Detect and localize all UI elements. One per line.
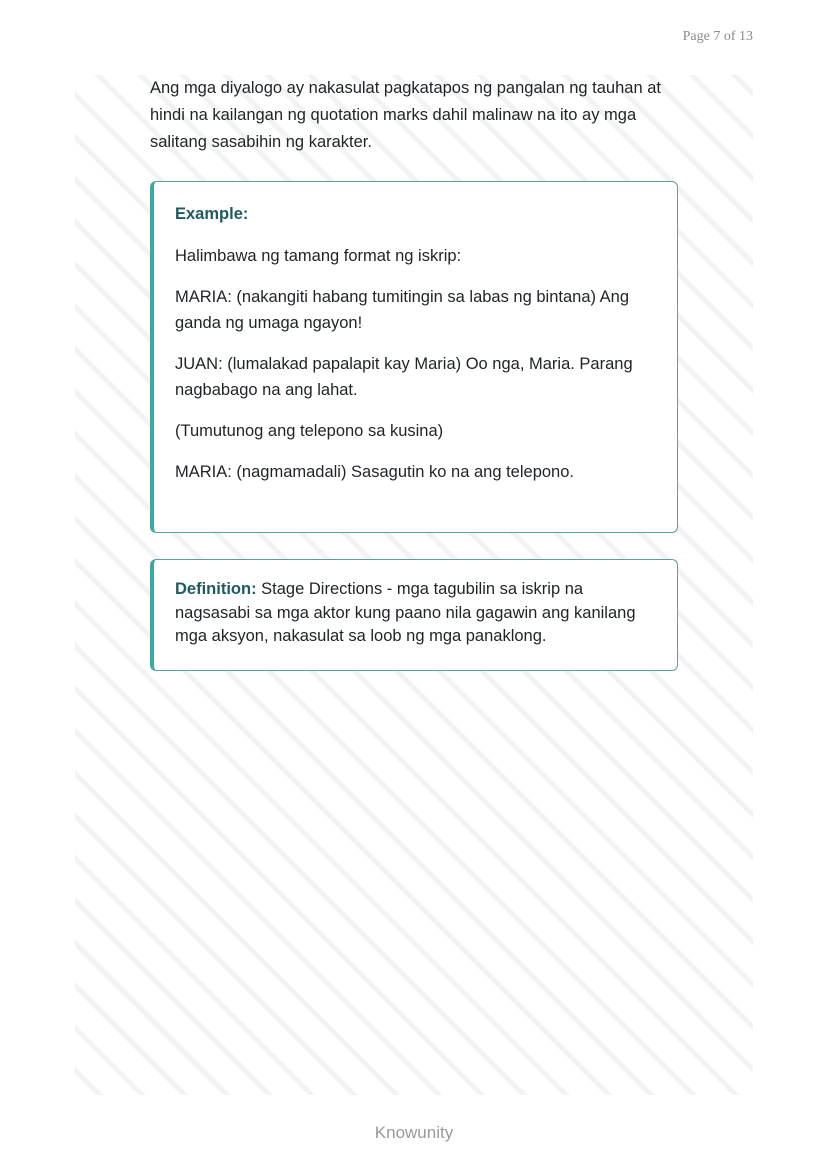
definition-text	[175, 578, 655, 649]
definition-label: Definition:	[175, 580, 257, 598]
definition-body: Stage Directions - mga tagubilin sa iskrip na nagsasabi sa mga aktor kung paano nila gagawin ang kanilang mga aksyon, nakasulat sa loob ng mga panaklong.	[175, 580, 636, 645]
page-indicator: Page 7 of 13	[682, 29, 753, 44]
example-paragraph: Halimbawa ng tamang format ng iskrip:	[175, 247, 462, 265]
footer-brand: Knowunity	[374, 1123, 454, 1142]
example-box	[150, 181, 678, 533]
example-paragraph: MARIA: (nakangiti habang tumitingin sa labas ng bintana) Ang ganda ng umaga ngayon!	[175, 288, 630, 332]
intro-paragraph: Ang mga diyalogo ay nakasulat pagkatapos ng pangalan ng tauhan at hindi na kailangan ng quotation marks dahil malinaw na ito ay mga salitang sasabihin ng karakter.	[150, 79, 661, 151]
example-paragraph: MARIA: (nagmamadali) Sasagutin ko na ang telepono.	[175, 463, 574, 481]
definition-box	[150, 559, 678, 671]
page-content	[150, 75, 678, 671]
example-paragraph: (Tumutunog ang telepono sa kusina)	[175, 422, 444, 440]
example-paragraph: JUAN: (lumalakad papalapit kay Maria) Oo nga, Maria. Parang nagbabago na ang lahat.	[175, 355, 633, 399]
example-title: Example:	[175, 205, 249, 223]
